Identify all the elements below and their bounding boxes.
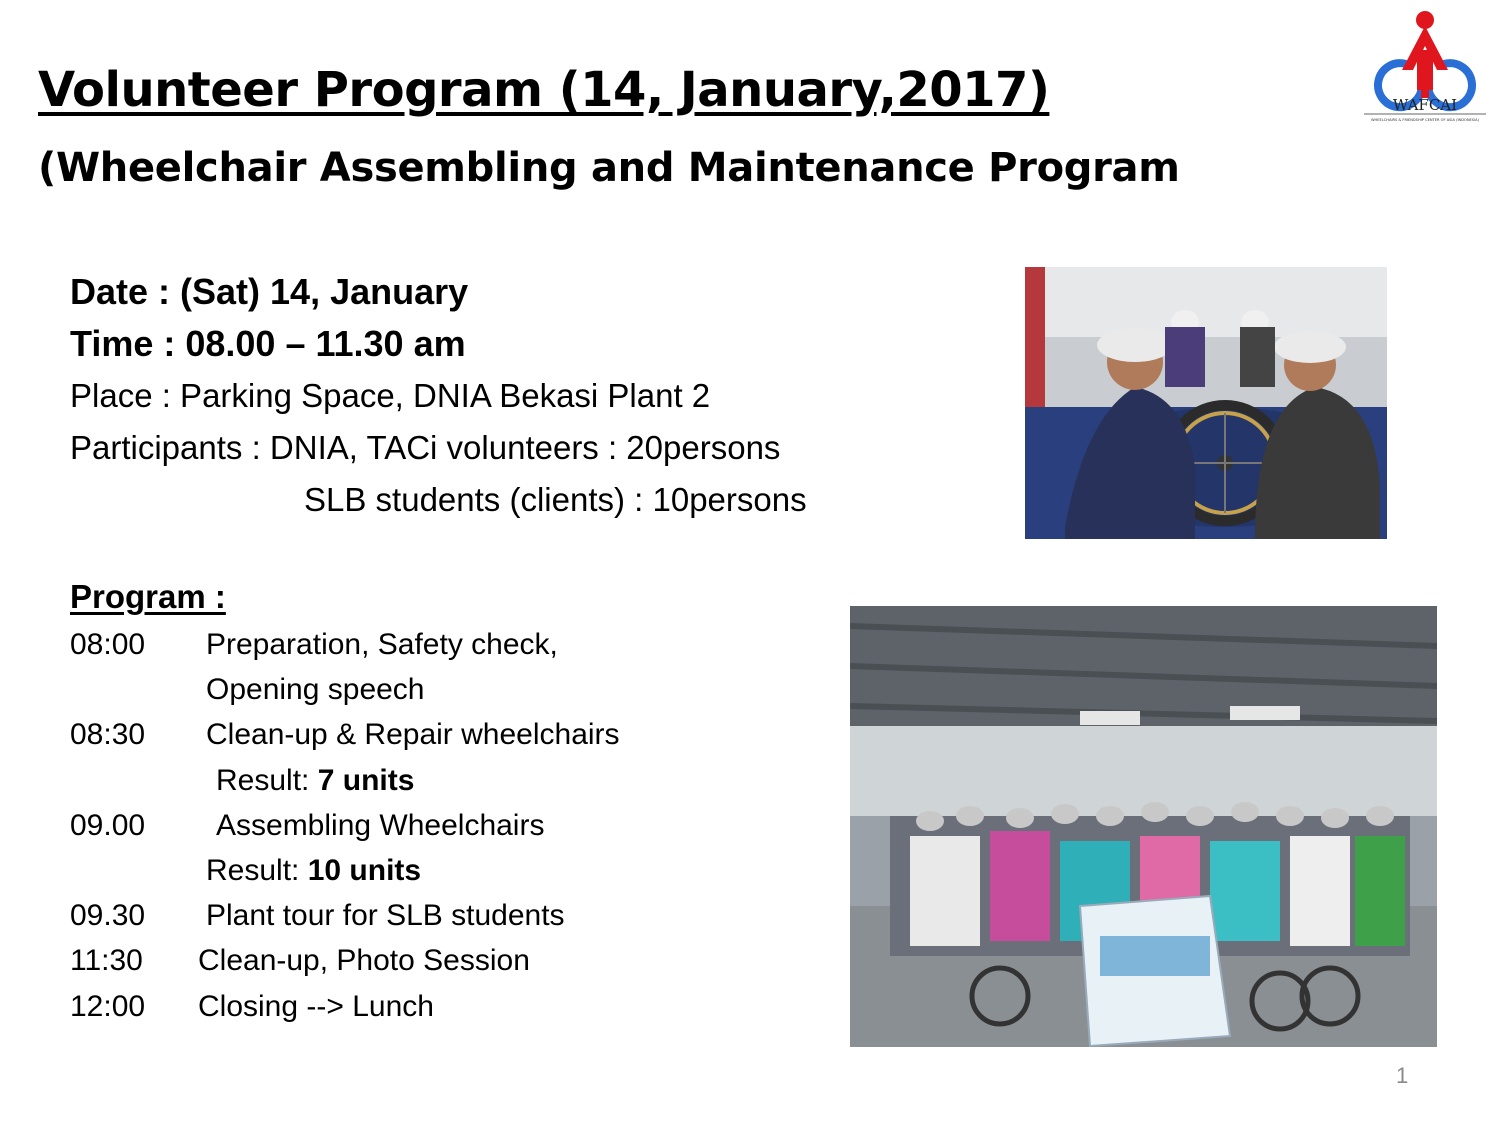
result-value: 10 units xyxy=(307,854,422,888)
event-place: Place : Parking Space, DNIA Bekasi Plant 2 xyxy=(70,377,711,414)
event-time: Time : 08.00 – 11.30 am xyxy=(70,323,466,364)
schedule-row xyxy=(70,712,620,757)
svg-text:WAFCAI: WAFCAI xyxy=(1392,96,1458,114)
schedule-text: Result: xyxy=(206,854,308,888)
schedule-text: Result: xyxy=(216,763,318,797)
schedule-row xyxy=(70,803,620,848)
schedule-text: Assembling Wheelchairs xyxy=(216,808,545,842)
schedule-text: Plant tour for SLB students xyxy=(206,899,565,933)
schedule-row xyxy=(70,984,620,1029)
schedule-text: Preparation, Safety check, xyxy=(206,628,558,661)
program-heading: Program : xyxy=(70,578,226,615)
schedule-time xyxy=(70,758,216,803)
schedule-text: Clean-up, Photo Session xyxy=(198,944,530,978)
schedule-row xyxy=(70,893,620,938)
schedule-time: 12:00 xyxy=(70,989,146,1023)
wafcai-logo xyxy=(1362,6,1488,124)
schedule-row xyxy=(70,667,620,712)
schedule-text: Clean-up & Repair wheelchairs xyxy=(206,718,620,752)
schedule-time xyxy=(70,667,206,712)
wheelchair-assembly-photo xyxy=(1025,267,1387,539)
page-number: 1 xyxy=(1396,1063,1409,1088)
event-date: Date : (Sat) 14, January xyxy=(70,271,469,312)
schedule-text: Opening speech xyxy=(206,673,425,707)
event-participants: Participants : DNIA, TACi volunteers : 20persons xyxy=(70,429,781,466)
schedule-time: 08:00 xyxy=(70,628,146,661)
event-info xyxy=(70,266,807,526)
event-participants-clients: SLB students (clients) : 10persons xyxy=(304,481,807,518)
svg-text:WHEELCHAIRS & FRIENDSHIP CENTE: WHEELCHAIRS & FRIENDSHIP CENTER OF ASIA (INDONESIA) xyxy=(1370,118,1480,122)
schedule-row xyxy=(70,848,620,893)
schedule-time: 11:30 xyxy=(70,944,143,978)
schedule-time xyxy=(70,848,206,893)
group-photo xyxy=(850,606,1437,1047)
result-value: 7 units xyxy=(317,763,415,797)
schedule-time: 09.30 xyxy=(70,899,146,933)
schedule-text: Closing --> Lunch xyxy=(198,989,434,1023)
schedule-time: 08:30 xyxy=(70,718,146,752)
page-title: Volunteer Program (14, January,2017) xyxy=(38,62,1050,118)
page-subtitle: (Wheelchair Assembling and Maintenance Program xyxy=(38,145,1180,191)
schedule-row xyxy=(70,758,620,803)
schedule-time: 09.00 xyxy=(70,808,146,842)
schedule-row xyxy=(70,938,620,983)
schedule-row xyxy=(70,622,620,667)
program-schedule xyxy=(70,622,620,1029)
